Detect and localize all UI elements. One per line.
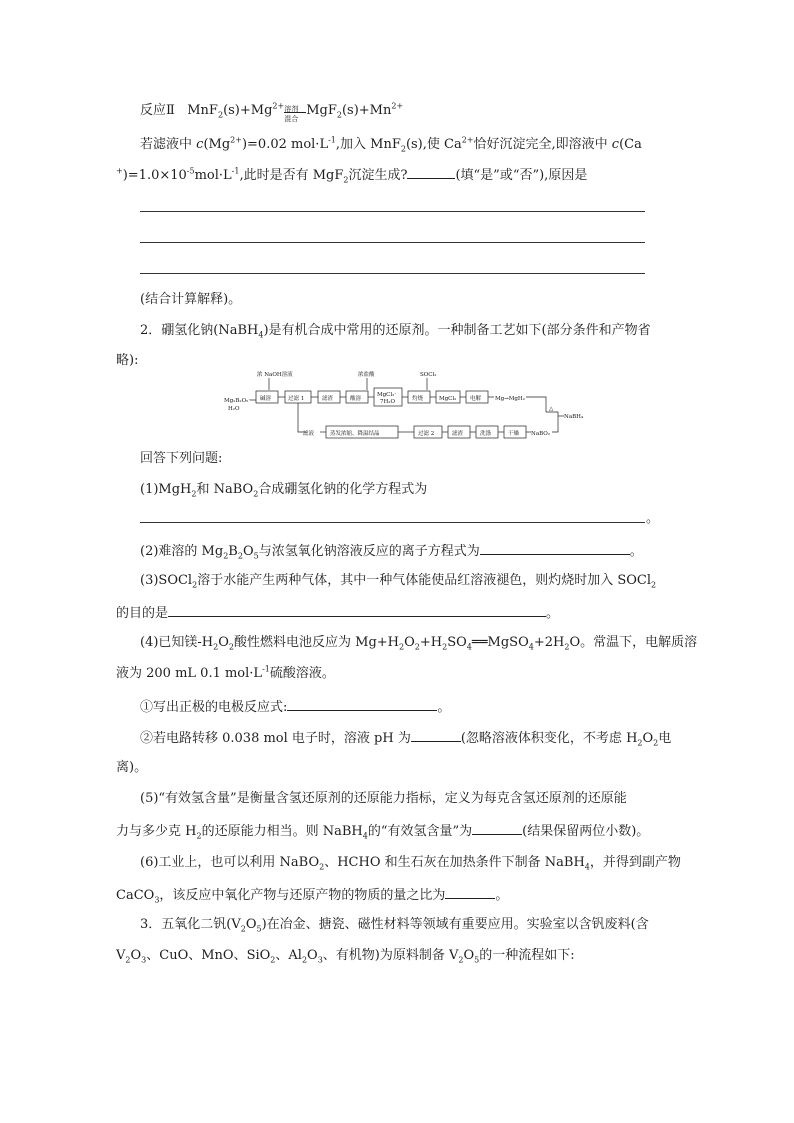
flow-filtrate: 滤液	[303, 431, 315, 437]
sub-q4-part1-blank[interactable]	[287, 698, 437, 711]
svg-text:滤渣: 滤渣	[322, 396, 334, 402]
svg-text:滤渣: 滤渣	[452, 431, 464, 437]
svg-text:灼烧: 灼烧	[412, 396, 424, 402]
flow-reagent-hcl: 浓盐酸	[358, 372, 375, 378]
sub-q5-line-1: (5)“有效氢含量”是衡量含氢还原剂的还原能力指标，定义为每克含氢还原剂的还原能	[140, 791, 627, 806]
sub-q1-period: 。	[646, 511, 660, 526]
concentration-line: $^+)=1.0\times 10^{-5}mol\cdot L^{-1}$,此时是否有 MgF$_2$沉淀生成? (填“是”或“否”),原因是	[116, 166, 588, 185]
answer-intro: 回答下列问题:	[140, 451, 223, 466]
sub-q4-part1: ①写出正极的电极反应式: 。	[140, 700, 451, 715]
flow-reagent-naoh: 浓 NaOH溶液	[257, 372, 293, 378]
sub-q3-line-2: 的目的是 。	[116, 606, 560, 621]
eq-arrow: 溶剂 混合	[284, 105, 306, 117]
reaction-2-line: 反应Ⅱ $MnF_2(s)+Mg^{2+}$ 溶剂 混合 $MgF_2(s)+Mn^{2+}$	[140, 101, 404, 123]
question-3-line-1: 3．五氧化二钒$(V_2O_5)$在冶金、搪瓷、磁性材料等领域有重要应用。实验室以含钒废料(含	[140, 917, 649, 934]
sub-q1-line: (1)MgH$_2$和 NaBO$_2$合成硼氢化钠的化学方程式为	[140, 482, 428, 499]
sub-q5-blank[interactable]	[472, 822, 522, 835]
sub-q5-line-2: 力与多少克 $H_2$的还原能力相当。则 NaBH$_4$的“有效氢含量”为 (结果保留两位小数)。	[116, 824, 650, 841]
flow-product-mgh2: Mg→MgH₂	[495, 396, 525, 402]
sub-q6-line-2: CaCO$_3$，该反应中氧化产物与还原产物的物质的量之比为 。	[116, 888, 509, 905]
sub-q4-part2-line-1: ②若电路转移 0.038 mol 电子时，溶液 pH 为 (忽略溶液体积变化，不考虑 $H_2O_2$电	[140, 731, 672, 748]
sub-q2-line: (2)难溶的 $Mg_2B_2O_5$与浓氢氧化钠溶液反应的离子方程式为 。	[140, 544, 643, 561]
svg-text:过滤 2: 过滤 2	[418, 431, 435, 437]
eq-text: MnF	[187, 103, 218, 118]
sub-q6-blank[interactable]	[445, 886, 495, 899]
answer-line-1[interactable]	[140, 211, 645, 212]
question-2-line-1: 2．硼氢化钠(NaBH$_4$)是有机合成中常用的还原剂。一种制备工艺如下(部分条件和产物省	[140, 323, 651, 340]
calc-note: (结合计算解释)。	[140, 292, 242, 307]
flow-product-nabh4: NaBH₄	[564, 414, 584, 420]
flow-reagent-socl2: SOCl₂	[420, 372, 437, 378]
sub-q4-part2-blank[interactable]	[411, 729, 461, 742]
sub-q6-line-1: (6)工业上，也可以利用 NaBO$_2$、HCHO 和生石灰在加热条件下制备 NaBH$_4$，并得到副产物	[140, 855, 681, 872]
question-2-line-2: 略):	[116, 353, 139, 368]
answer-line-3[interactable]	[140, 273, 645, 274]
svg-text:干燥: 干燥	[508, 431, 520, 437]
svg-text:洗涤: 洗涤	[480, 431, 492, 437]
svg-text:MgCl₂·: MgCl₂·	[377, 392, 397, 398]
sub-q3-line-1: (3)SOCl$_2$溶于水能产生两种气体，其中一种气体能使品红溶液褪色，则灼烧时加入 SOCl$_2$	[140, 573, 657, 590]
flow-product-nabo2: NaBO₂	[531, 431, 550, 437]
question-3-line-2: $V_2O_3$、CuO、MnO、SiO$_2$、$Al_2O_3$、有机物)为原料制备 $V_2O_5$的一种流程如下:	[116, 948, 575, 965]
filtrate-text-line: 若滤液中 $c(Mg^{2+})=0.02$ $mol\cdot L^{-1}$,加入 MnF$_2$(s),使 $Ca^{2+}$恰好沉淀完全,即溶液中 c(Ca	[140, 135, 642, 154]
svg-text:碱溶: 碱溶	[260, 396, 272, 402]
reaction-label: 反应Ⅱ	[140, 103, 175, 118]
sub-q4-line-2: 液为 200 mL 0.1 $mol\cdot L^{-1}$硫酸溶液。	[116, 664, 335, 681]
process-flowchart	[224, 370, 584, 442]
sub-q4-part2-line-2: 离)。	[116, 760, 148, 775]
svg-text:蒸发浓缩、降温结晶: 蒸发浓缩、降温结晶	[330, 431, 380, 437]
svg-text:电解: 电解	[470, 396, 482, 402]
flow-input-2: H₂O	[228, 406, 240, 412]
answer-line-2[interactable]	[140, 242, 645, 243]
svg-text:酸溶: 酸溶	[350, 396, 362, 402]
flow-input-1: Mg₂B₂O₅·	[224, 398, 251, 404]
sub-q3-blank[interactable]	[168, 604, 546, 617]
svg-text:MgCl₂: MgCl₂	[439, 396, 457, 402]
answer-blank[interactable]	[407, 166, 455, 179]
flow-delta: △	[549, 406, 554, 412]
svg-text:过滤 1: 过滤 1	[288, 396, 305, 402]
sub-q2-blank[interactable]	[480, 542, 630, 555]
sub-q4-line-1: (4)已知镁$-H_2O_2$酸性燃料电池反应为 $Mg+H_2O_2+H_2SO_4══MgSO_4+2H_2O$。常温下，电解质溶	[140, 635, 698, 652]
sub-q1-answer-line[interactable]	[140, 522, 645, 523]
svg-text:7H₂O: 7H₂O	[380, 399, 396, 405]
